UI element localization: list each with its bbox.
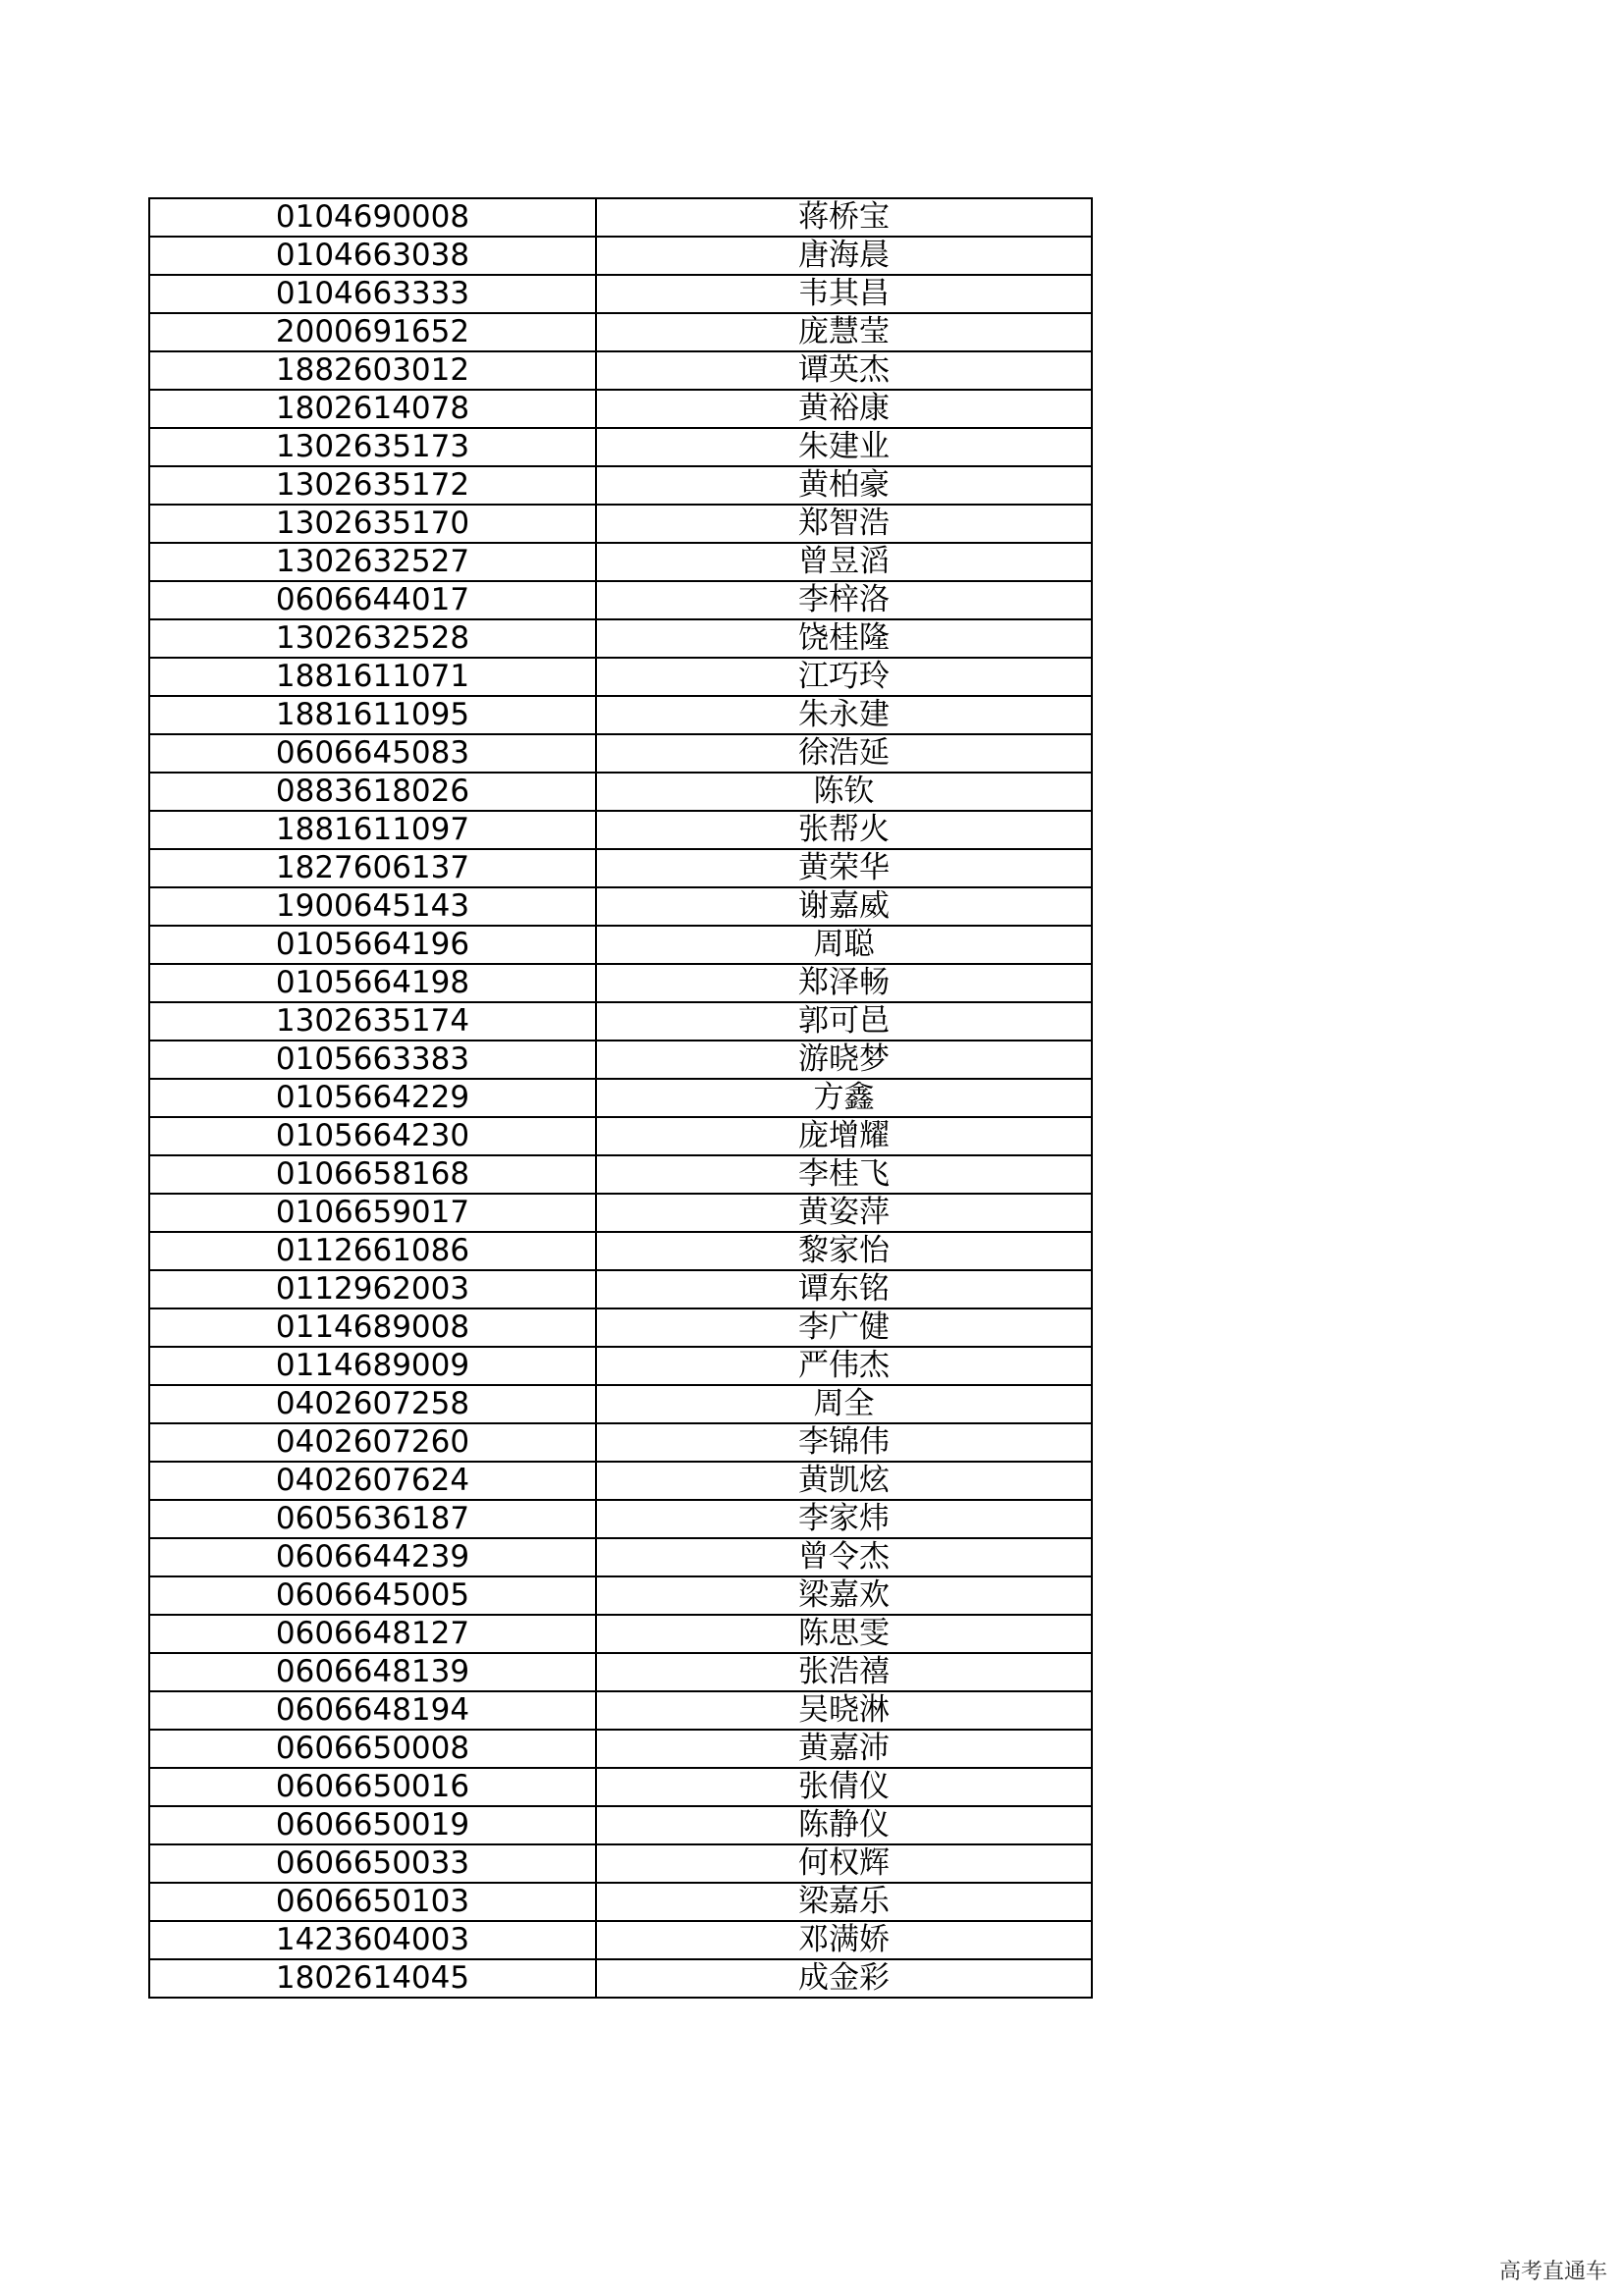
id-cell: 0606648139: [149, 1653, 596, 1691]
name-cell: 庞增耀: [596, 1117, 1092, 1155]
name-cell: 曾令杰: [596, 1538, 1092, 1576]
id-cell: 0104663038: [149, 237, 596, 275]
id-cell: 1302635173: [149, 428, 596, 466]
table-row: [149, 1768, 1092, 1806]
table-row: [149, 887, 1092, 926]
id-cell: 0106659017: [149, 1194, 596, 1232]
table-row: [149, 505, 1092, 543]
id-cell: 0112962003: [149, 1270, 596, 1308]
table-row: [149, 466, 1092, 505]
table-row: [149, 1500, 1092, 1538]
id-cell: 0606644017: [149, 581, 596, 619]
table-row: [149, 1423, 1092, 1462]
table-row: [149, 390, 1092, 428]
id-cell: 0112661086: [149, 1232, 596, 1270]
name-cell: 蒋桥宝: [596, 198, 1092, 237]
name-cell: 谭东铭: [596, 1270, 1092, 1308]
table-row: [149, 773, 1092, 811]
table-row: [149, 1347, 1092, 1385]
name-cell: 张浩禧: [596, 1653, 1092, 1691]
id-cell: 0883618026: [149, 773, 596, 811]
table-row: [149, 1194, 1092, 1232]
id-cell: 1827606137: [149, 849, 596, 887]
id-cell: 0606645005: [149, 1576, 596, 1615]
name-cell: 周全: [596, 1385, 1092, 1423]
name-cell: 李锦伟: [596, 1423, 1092, 1462]
table-row: [149, 1921, 1092, 1959]
id-cell: 0606650016: [149, 1768, 596, 1806]
name-cell: 严伟杰: [596, 1347, 1092, 1385]
name-cell: 黄凯炫: [596, 1462, 1092, 1500]
id-cell: 0402607260: [149, 1423, 596, 1462]
name-cell: 谭英杰: [596, 351, 1092, 390]
watermark: 高考直通车: [1498, 2260, 1607, 2284]
name-cell: 张帮火: [596, 811, 1092, 849]
name-cell: 方鑫: [596, 1079, 1092, 1117]
id-cell: 1802614045: [149, 1959, 596, 1998]
id-cell: 0105664196: [149, 926, 596, 964]
name-cell: 郭可邑: [596, 1002, 1092, 1041]
table-row: [149, 1576, 1092, 1615]
id-cell: 1302635172: [149, 466, 596, 505]
id-cell: 1423604003: [149, 1921, 596, 1959]
id-cell: 0606648194: [149, 1691, 596, 1730]
table-row: [149, 275, 1092, 313]
name-cell: 黄嘉沛: [596, 1730, 1092, 1768]
id-cell: 0606645083: [149, 734, 596, 773]
id-cell: 0105663383: [149, 1041, 596, 1079]
table-row: [149, 1270, 1092, 1308]
id-cell: 0606650103: [149, 1883, 596, 1921]
table-row: [149, 198, 1092, 237]
name-cell: 何权辉: [596, 1844, 1092, 1883]
table-row: [149, 1653, 1092, 1691]
table-row: [149, 1615, 1092, 1653]
id-cell: 1900645143: [149, 887, 596, 926]
table-row: [149, 1041, 1092, 1079]
name-cell: 梁嘉欢: [596, 1576, 1092, 1615]
table-row: [149, 1155, 1092, 1194]
table-row: [149, 428, 1092, 466]
table-row: [149, 1002, 1092, 1041]
name-cell: 吴晓淋: [596, 1691, 1092, 1730]
id-cell: 1802614078: [149, 390, 596, 428]
name-cell: 饶桂隆: [596, 619, 1092, 658]
id-cell: 0104663333: [149, 275, 596, 313]
table-row: [149, 1730, 1092, 1768]
name-cell: 张倩仪: [596, 1768, 1092, 1806]
table-row: [149, 1385, 1092, 1423]
name-cell: 李梓洛: [596, 581, 1092, 619]
roster-table: [148, 197, 1093, 1999]
id-cell: 0606650019: [149, 1806, 596, 1844]
id-cell: 0606650033: [149, 1844, 596, 1883]
table-row: [149, 237, 1092, 275]
id-cell: 0606648127: [149, 1615, 596, 1653]
id-cell: 2000691652: [149, 313, 596, 351]
id-cell: 0105664230: [149, 1117, 596, 1155]
id-cell: 1302635174: [149, 1002, 596, 1041]
name-cell: 黎家怡: [596, 1232, 1092, 1270]
id-cell: 0606650008: [149, 1730, 596, 1768]
name-cell: 曾昱滔: [596, 543, 1092, 581]
id-cell: 1881611071: [149, 658, 596, 696]
id-cell: 1302635170: [149, 505, 596, 543]
table-row: [149, 734, 1092, 773]
table-row: [149, 1232, 1092, 1270]
name-cell: 徐浩延: [596, 734, 1092, 773]
table-row: [149, 543, 1092, 581]
name-cell: 黄荣华: [596, 849, 1092, 887]
name-cell: 梁嘉乐: [596, 1883, 1092, 1921]
table-row: [149, 1308, 1092, 1347]
name-cell: 黄裕康: [596, 390, 1092, 428]
roster-table-body: [149, 198, 1092, 1998]
id-cell: 1881611097: [149, 811, 596, 849]
id-cell: 1302632527: [149, 543, 596, 581]
table-row: [149, 1691, 1092, 1730]
id-cell: 0114689009: [149, 1347, 596, 1385]
name-cell: 江巧玲: [596, 658, 1092, 696]
table-row: [149, 1844, 1092, 1883]
name-cell: 郑泽畅: [596, 964, 1092, 1002]
table-row: [149, 581, 1092, 619]
name-cell: 陈思雯: [596, 1615, 1092, 1653]
name-cell: 成金彩: [596, 1959, 1092, 1998]
name-cell: 李家炜: [596, 1500, 1092, 1538]
id-cell: 0105664229: [149, 1079, 596, 1117]
id-cell: 0605636187: [149, 1500, 596, 1538]
id-cell: 0104690008: [149, 198, 596, 237]
name-cell: 庞慧莹: [596, 313, 1092, 351]
table-row: [149, 658, 1092, 696]
name-cell: 朱永建: [596, 696, 1092, 734]
id-cell: 1302632528: [149, 619, 596, 658]
name-cell: 邓满娇: [596, 1921, 1092, 1959]
name-cell: 唐海晨: [596, 237, 1092, 275]
name-cell: 郑智浩: [596, 505, 1092, 543]
table-row: [149, 1806, 1092, 1844]
table-row: [149, 351, 1092, 390]
table-row: [149, 1538, 1092, 1576]
name-cell: 黄姿萍: [596, 1194, 1092, 1232]
name-cell: 游晓梦: [596, 1041, 1092, 1079]
table-row: [149, 1883, 1092, 1921]
table-row: [149, 1462, 1092, 1500]
name-cell: 周聪: [596, 926, 1092, 964]
name-cell: 朱建业: [596, 428, 1092, 466]
id-cell: 0106658168: [149, 1155, 596, 1194]
name-cell: 韦其昌: [596, 275, 1092, 313]
name-cell: 李广健: [596, 1308, 1092, 1347]
table-row: [149, 619, 1092, 658]
id-cell: 0402607258: [149, 1385, 596, 1423]
table-row: [149, 696, 1092, 734]
table-row: [149, 1959, 1092, 1998]
name-cell: 李桂飞: [596, 1155, 1092, 1194]
id-cell: 1881611095: [149, 696, 596, 734]
name-cell: 谢嘉威: [596, 887, 1092, 926]
id-cell: 0402607624: [149, 1462, 596, 1500]
name-cell: 陈静仪: [596, 1806, 1092, 1844]
table-row: [149, 313, 1092, 351]
table-row: [149, 964, 1092, 1002]
id-cell: 1882603012: [149, 351, 596, 390]
name-cell: 黄柏豪: [596, 466, 1092, 505]
table-row: [149, 1079, 1092, 1117]
name-cell: 陈钦: [596, 773, 1092, 811]
id-cell: 0105664198: [149, 964, 596, 1002]
table-row: [149, 811, 1092, 849]
id-cell: 0114689008: [149, 1308, 596, 1347]
id-cell: 0606644239: [149, 1538, 596, 1576]
table-row: [149, 849, 1092, 887]
table-row: [149, 926, 1092, 964]
table-row: [149, 1117, 1092, 1155]
